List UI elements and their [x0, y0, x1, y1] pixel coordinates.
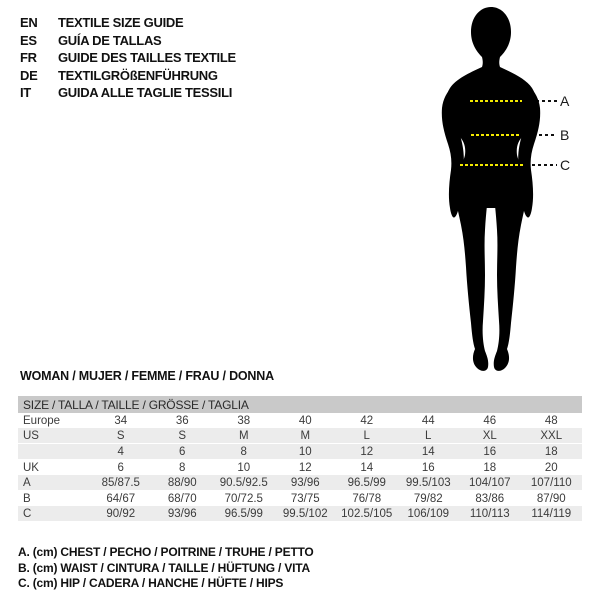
- cell: 90.5/92.5: [213, 475, 275, 491]
- cell: 34: [114, 414, 128, 427]
- guide-title: GUIDA ALLE TAGLIE TESSILI: [58, 85, 233, 101]
- cell: 16: [421, 461, 435, 474]
- marker-label-b: B: [560, 127, 570, 143]
- table-title-woman: WOMAN / MUJER / FEMME / FRAU / DONNA: [20, 369, 274, 383]
- guide-title: GUIDE DES TAILLES TEXTILE: [58, 50, 236, 66]
- guide-title: TEXTILE SIZE GUIDE: [58, 15, 184, 31]
- cell: 14: [360, 461, 374, 474]
- cell: 104/107: [459, 475, 521, 491]
- language-row: [20, 84, 236, 102]
- guide-title: GUÍA DE TALLAS: [58, 32, 162, 48]
- table-row-uk: [18, 460, 582, 476]
- legend-hip: C. (cm) HIP / CADERA / HANCHE / HÜFTE / HIPS: [18, 576, 284, 590]
- row-label: A: [18, 475, 90, 491]
- cell: 38: [237, 414, 251, 427]
- table-row-chest-a: [18, 475, 582, 491]
- cell: 96.5/99: [213, 506, 275, 522]
- row-label: Europe: [23, 414, 61, 427]
- cell: 6: [117, 461, 124, 474]
- table-row-waist-b: [18, 491, 582, 507]
- cell: M: [275, 428, 337, 444]
- cell: 46: [483, 414, 497, 427]
- row-label: UK: [23, 461, 39, 474]
- cell: 48: [544, 414, 558, 427]
- waist-measure-line: [471, 134, 519, 136]
- cell: 4: [90, 444, 152, 460]
- size-table-header-row: [18, 396, 582, 413]
- row-label: US: [18, 428, 90, 444]
- table-row-us-letters: [18, 428, 582, 444]
- measurement-legend: [18, 545, 314, 592]
- cell: 64/67: [106, 492, 136, 505]
- cell: 40: [298, 414, 312, 427]
- cell: L: [336, 428, 398, 444]
- cell: 87/90: [536, 492, 566, 505]
- cell: 44: [421, 414, 435, 427]
- row-label: B: [23, 492, 31, 505]
- cell: 18: [483, 461, 497, 474]
- cell: 85/87.5: [90, 475, 152, 491]
- language-code: EN: [20, 15, 38, 31]
- cell: 42: [360, 414, 374, 427]
- guide-title: TEXTILGRÖßENFÜHRUNG: [58, 67, 218, 83]
- cell: XL: [459, 428, 521, 444]
- cell: 110/113: [459, 506, 521, 522]
- cell: 76/78: [352, 492, 382, 505]
- cell: 8: [179, 461, 186, 474]
- hip-measure-line: [460, 164, 524, 166]
- cell: S: [90, 428, 152, 444]
- row-label: C: [18, 506, 90, 522]
- table-row-us-numbers: [18, 444, 582, 460]
- cell: XXL: [521, 428, 583, 444]
- language-title-list: [20, 14, 236, 102]
- cell: 36: [175, 414, 189, 427]
- cell: 102.5/105: [336, 506, 398, 522]
- cell: 90/92: [90, 506, 152, 522]
- language-code: FR: [20, 50, 37, 66]
- cell: 18: [521, 444, 583, 460]
- language-code: ES: [20, 32, 37, 48]
- cell: 88/90: [152, 475, 214, 491]
- cell: 8: [213, 444, 275, 460]
- chest-measure-line: [470, 100, 522, 102]
- table-row-europe: [18, 413, 582, 428]
- marker-label-a: A: [560, 93, 570, 109]
- language-row: [20, 14, 236, 32]
- cell: 6: [152, 444, 214, 460]
- cell: S: [152, 428, 214, 444]
- size-table: [18, 396, 582, 522]
- cell: 12: [336, 444, 398, 460]
- cell: 114/119: [521, 506, 583, 522]
- language-row: [20, 49, 236, 67]
- cell: 70/72.5: [224, 492, 263, 505]
- cell: 12: [298, 461, 312, 474]
- cell: 73/75: [290, 492, 320, 505]
- language-code: DE: [20, 67, 38, 83]
- cell: 99.5/103: [398, 475, 460, 491]
- cell: 106/109: [398, 506, 460, 522]
- language-row: [20, 32, 236, 50]
- cell: 83/86: [475, 492, 505, 505]
- legend-waist: B. (cm) WAIST / CINTURA / TAILLE / HÜFTUNG / VITA: [18, 560, 310, 575]
- marker-label-c: C: [560, 157, 571, 173]
- legend-chest: A. (cm) CHEST / PECHO / POITRINE / TRUHE / PETTO: [18, 545, 314, 559]
- cell: M: [213, 428, 275, 444]
- cell: 79/82: [413, 492, 443, 505]
- language-code: IT: [20, 85, 31, 101]
- cell: L: [398, 428, 460, 444]
- cell: 10: [237, 461, 251, 474]
- cell: 20: [544, 461, 558, 474]
- table-row-hip-c: [18, 506, 582, 522]
- row-label: [18, 444, 90, 460]
- woman-silhouette-image: [427, 5, 557, 373]
- cell: 93/96: [275, 475, 337, 491]
- cell: 16: [459, 444, 521, 460]
- cell: 107/110: [521, 475, 583, 491]
- language-row: [20, 67, 236, 85]
- cell: 10: [275, 444, 337, 460]
- cell: 14: [398, 444, 460, 460]
- cell: 93/96: [152, 506, 214, 522]
- size-table-header: SIZE / TALLA / TAILLE / GRÖSSE / TAGLIA: [18, 396, 582, 413]
- cell: 99.5/102: [275, 506, 337, 522]
- cell: 96.5/99: [336, 475, 398, 491]
- cell: 68/70: [167, 492, 197, 505]
